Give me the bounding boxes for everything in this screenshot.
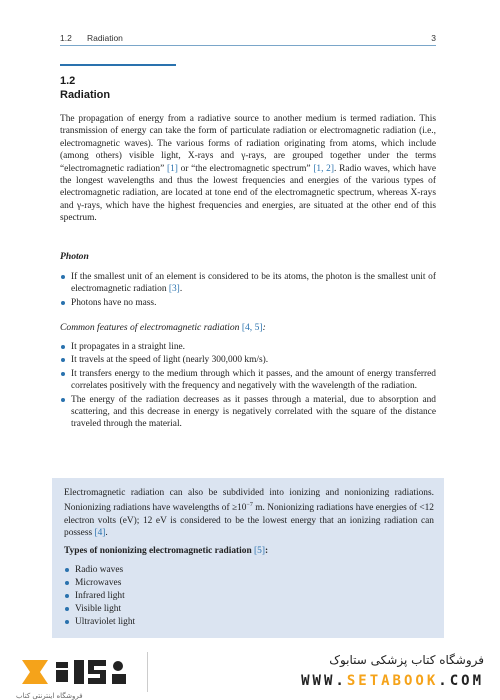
features-list (60, 341, 436, 432)
info-box-text-end: . (105, 528, 108, 539)
setabook-logo (18, 652, 136, 692)
photon-heading: Photon (60, 251, 89, 262)
header-rule (60, 45, 436, 46)
bullet-icon (61, 372, 65, 376)
list-item (64, 590, 434, 602)
list-item (60, 297, 436, 309)
section-title: Radiation (60, 89, 111, 101)
section-number: 1.2 (60, 75, 76, 87)
intro-text-a: The propagation of energy from a radiative source to another medium is termed radiation. This transmission of energy can take the form of particulate radiation or electromagnetic radiation (i.e., electromagnetic waves). The various forms of radiation originating from atoms, which include (among others) visible light, X-rays and γ-rays, are grouped together under the terms “electromagnetic radiation” (60, 114, 436, 174)
list-item-text: Photons have no mass. (71, 297, 157, 308)
running-head-title: Radiation (87, 33, 123, 43)
info-box (52, 478, 444, 638)
list-item-text: The energy of the radiation decreases as it passes through a material, due to absorption and scattering, and this decrease in energy is negatively correlated with the square of the distance traveled through the material. (71, 394, 436, 430)
bullet-icon (61, 301, 65, 305)
bullet-icon (65, 581, 69, 585)
list-item-end: . (179, 284, 183, 295)
bullet-icon (61, 345, 65, 349)
section-heading (60, 74, 110, 102)
store-name: فروشگاه کتاب پزشکی ستابوک (329, 653, 484, 667)
info-box-heading (64, 546, 268, 556)
list-item (64, 616, 434, 628)
list-item (64, 577, 434, 589)
list-item (60, 354, 436, 366)
info-box-heading-end: : (264, 546, 269, 556)
info-box-text-a: Electromagnetic radiation can also be subdivided into ionizing and nonionizing radiations. Nonionizing radiations have wavelengths of ≥10 (64, 488, 434, 514)
list-item (60, 271, 436, 296)
url-suffix: .COM (438, 673, 484, 689)
citation-link[interactable]: [4, 5] (241, 322, 263, 333)
info-box-text-b: m. Nonionizing radiations have energies of <12 electron volts (eV); 12 eV is considered to be the lowest energy that an ionizing radiation can possess (64, 503, 434, 539)
list-item-text: It propagates in a straight line. (71, 342, 186, 352)
bullet-icon (65, 568, 69, 572)
bullet-icon (65, 607, 69, 611)
footer-divider (147, 652, 148, 692)
nonionizing-list (64, 564, 434, 629)
running-head-section: 1.2 (60, 33, 72, 43)
list-item-text: It transfers energy to the medium through which it passes, and the amount of energy transferred correlates positively with the frequency and negatively with the wavelength of the radiation. (71, 368, 436, 392)
features-heading (60, 322, 266, 333)
list-item (60, 394, 436, 431)
bullet-icon (61, 275, 65, 279)
page-number: 3 (431, 33, 436, 43)
list-item-text: Ultraviolet light (75, 616, 136, 627)
photon-list (60, 271, 436, 310)
info-box-heading-text: Types of nonionizing electromagnetic radiation (64, 546, 255, 556)
logo-subtitle: فروشگاه اینترنتی کتاب (16, 692, 83, 700)
list-item (64, 603, 434, 615)
citation-link[interactable]: [4] (94, 528, 106, 539)
list-item (64, 564, 434, 576)
features-heading-text: Common features of electromagnetic radiation (60, 322, 242, 333)
bullet-icon (61, 358, 65, 362)
url-prefix: WWW. (301, 673, 347, 689)
intro-paragraph (60, 113, 436, 225)
heading-rule (60, 64, 176, 66)
bullet-icon (65, 620, 69, 624)
intro-text-b: or “the electromagnetic spectrum” (177, 163, 314, 174)
citation-link[interactable]: [1] (166, 163, 178, 174)
list-item-text: It travels at the speed of light (nearly 300,000 km/s). (71, 355, 269, 366)
citation-link[interactable]: [1, 2] (313, 163, 334, 174)
list-item-text: Infrared light (75, 590, 125, 601)
bullet-icon (61, 398, 65, 402)
citation-link[interactable]: [5] (254, 546, 265, 556)
list-item (60, 341, 436, 353)
list-item-text: Radio waves (75, 565, 124, 575)
store-url[interactable] (301, 673, 484, 689)
list-item-text: If the smallest unit of an element is considered to be its atoms, the photon is the smallest unit of electromagnetic radiation (71, 272, 436, 295)
bullet-icon (65, 594, 69, 598)
exponent: −7 (246, 502, 253, 509)
features-heading-end: : (262, 322, 266, 333)
watermark-footer (0, 640, 500, 700)
intro-text-c: . Radio waves, which have the longest wavelengths and thus the lowest frequencies and energies of the various types of electromagnetic radiation, are located at tone end of the electromagnetic spectrum, whereas X-rays and γ-rays, which have the highest frequencies and energies, are situated at the other end of this spectrum. (60, 163, 436, 224)
url-brand: SETABOOK (346, 673, 439, 689)
list-item-text: Visible light (75, 603, 122, 614)
list-item-text: Microwaves (75, 577, 122, 588)
citation-link[interactable]: [3] (168, 284, 180, 295)
list-item (60, 368, 436, 393)
info-box-paragraph (64, 487, 434, 540)
